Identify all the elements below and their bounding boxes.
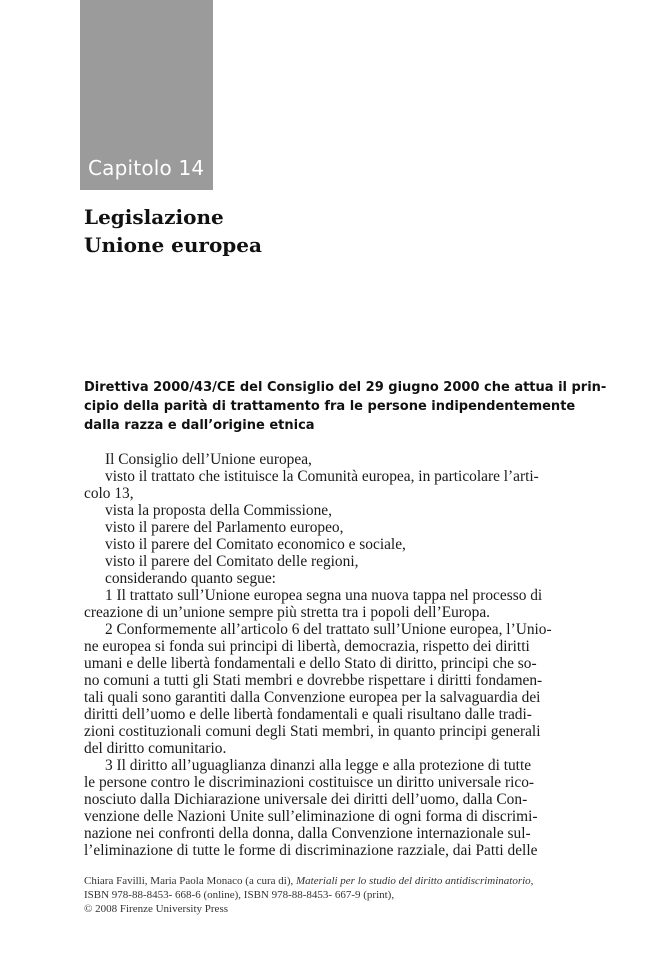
body-line: 1 Il trattato sull’Unione europea segna una nuova tappa nel processo di: [105, 587, 543, 604]
body-line: visto il parere del Parlamento europeo,: [105, 519, 344, 536]
body-line: visto il parere del Comitato economico e sociale,: [105, 536, 406, 553]
body-line: Il Consiglio dell’Unione europea,: [105, 451, 312, 468]
footer-authors: Chiara Favilli, Maria Paola Monaco (a cura di),: [84, 875, 296, 887]
chapter-banner: [80, 0, 213, 190]
body-text: [84, 451, 564, 859]
citation-footer: [84, 874, 564, 916]
body-line: diritti dell’uomo e delle libertà fondamentali e quali risultano dalle tradi-: [84, 706, 532, 723]
heading-line: dalla razza e dall’origine etnica: [84, 418, 315, 433]
footer-line: [84, 874, 564, 888]
body-line: no comuni a tutti gli Stati membri e dovrebbe rispettare i diritti fondamen-: [84, 672, 543, 689]
page-title: [84, 203, 564, 259]
body-line: venzione delle Nazioni Unite sull’eliminazione di ogni forma di discrimi-: [84, 808, 538, 825]
heading-line: cipio della parità di trattamento fra le persone indipendentemente: [84, 399, 576, 414]
body-line: umani e delle libertà fondamentali e dello Stato di diritto, principi che so-: [84, 655, 537, 672]
chapter-label: Capitolo 14: [88, 156, 205, 180]
body-line: ne europea si fonda sui principi di libertà, democrazia, rispetto dei diritti: [84, 638, 530, 655]
heading-line: Direttiva 2000/43/CE del Consiglio del 29 giugno 2000 che attua il prin-: [84, 380, 607, 395]
body-line: le persone contro le discriminazioni costituisce un diritto universale rico-: [84, 774, 535, 791]
body-line: vista la proposta della Commissione,: [105, 502, 332, 519]
body-line: 3 Il diritto all’uguaglianza dinanzi alla legge e alla protezione di tutte: [105, 757, 532, 774]
body-line: tali quali sono garantiti dalla Convenzione europea per la salvaguardia dei: [84, 689, 541, 706]
footer-book-title: Materiali per lo studio del diritto antidiscriminatorio: [296, 875, 531, 887]
body-line: 2 Conformemente all’articolo 6 del trattato sull’Unione europea, l’Unio-: [105, 621, 552, 638]
section-heading: [84, 378, 607, 435]
body-line: zioni costituzionali comuni degli Stati membri, in quanto principi generali: [84, 723, 541, 740]
body-line: visto il parere del Comitato delle regioni,: [105, 553, 359, 570]
title-line: Legislazione: [84, 205, 224, 229]
footer-isbn: ISBN 978-88-8453- 668-6 (online), ISBN 978-88-8453- 667-9 (print),: [84, 889, 395, 901]
body-line: nosciuto dalla Dichiarazione universale dei diritti dell’uomo, dalla Con-: [84, 791, 528, 808]
body-line: considerando quanto segue:: [105, 570, 276, 587]
body-line: del diritto comunitario.: [84, 740, 227, 757]
footer-comma: ,: [530, 875, 534, 887]
body-line: nazione nei confronti della donna, dalla Convenzione internazionale sul-: [84, 825, 531, 842]
title-line: Unione europea: [84, 233, 262, 257]
body-line: visto il trattato che istituisce la Comunità europea, in particolare l’arti-: [105, 468, 539, 485]
body-line: creazione di un’unione sempre più stretta tra i popoli dell’Europa.: [84, 604, 491, 621]
body-line: l’eliminazione di tutte le forme di discriminazione razziale, dai Patti delle: [84, 842, 538, 859]
body-line: colo 13,: [84, 485, 134, 502]
footer-copyright: © 2008 Firenze University Press: [84, 903, 229, 915]
